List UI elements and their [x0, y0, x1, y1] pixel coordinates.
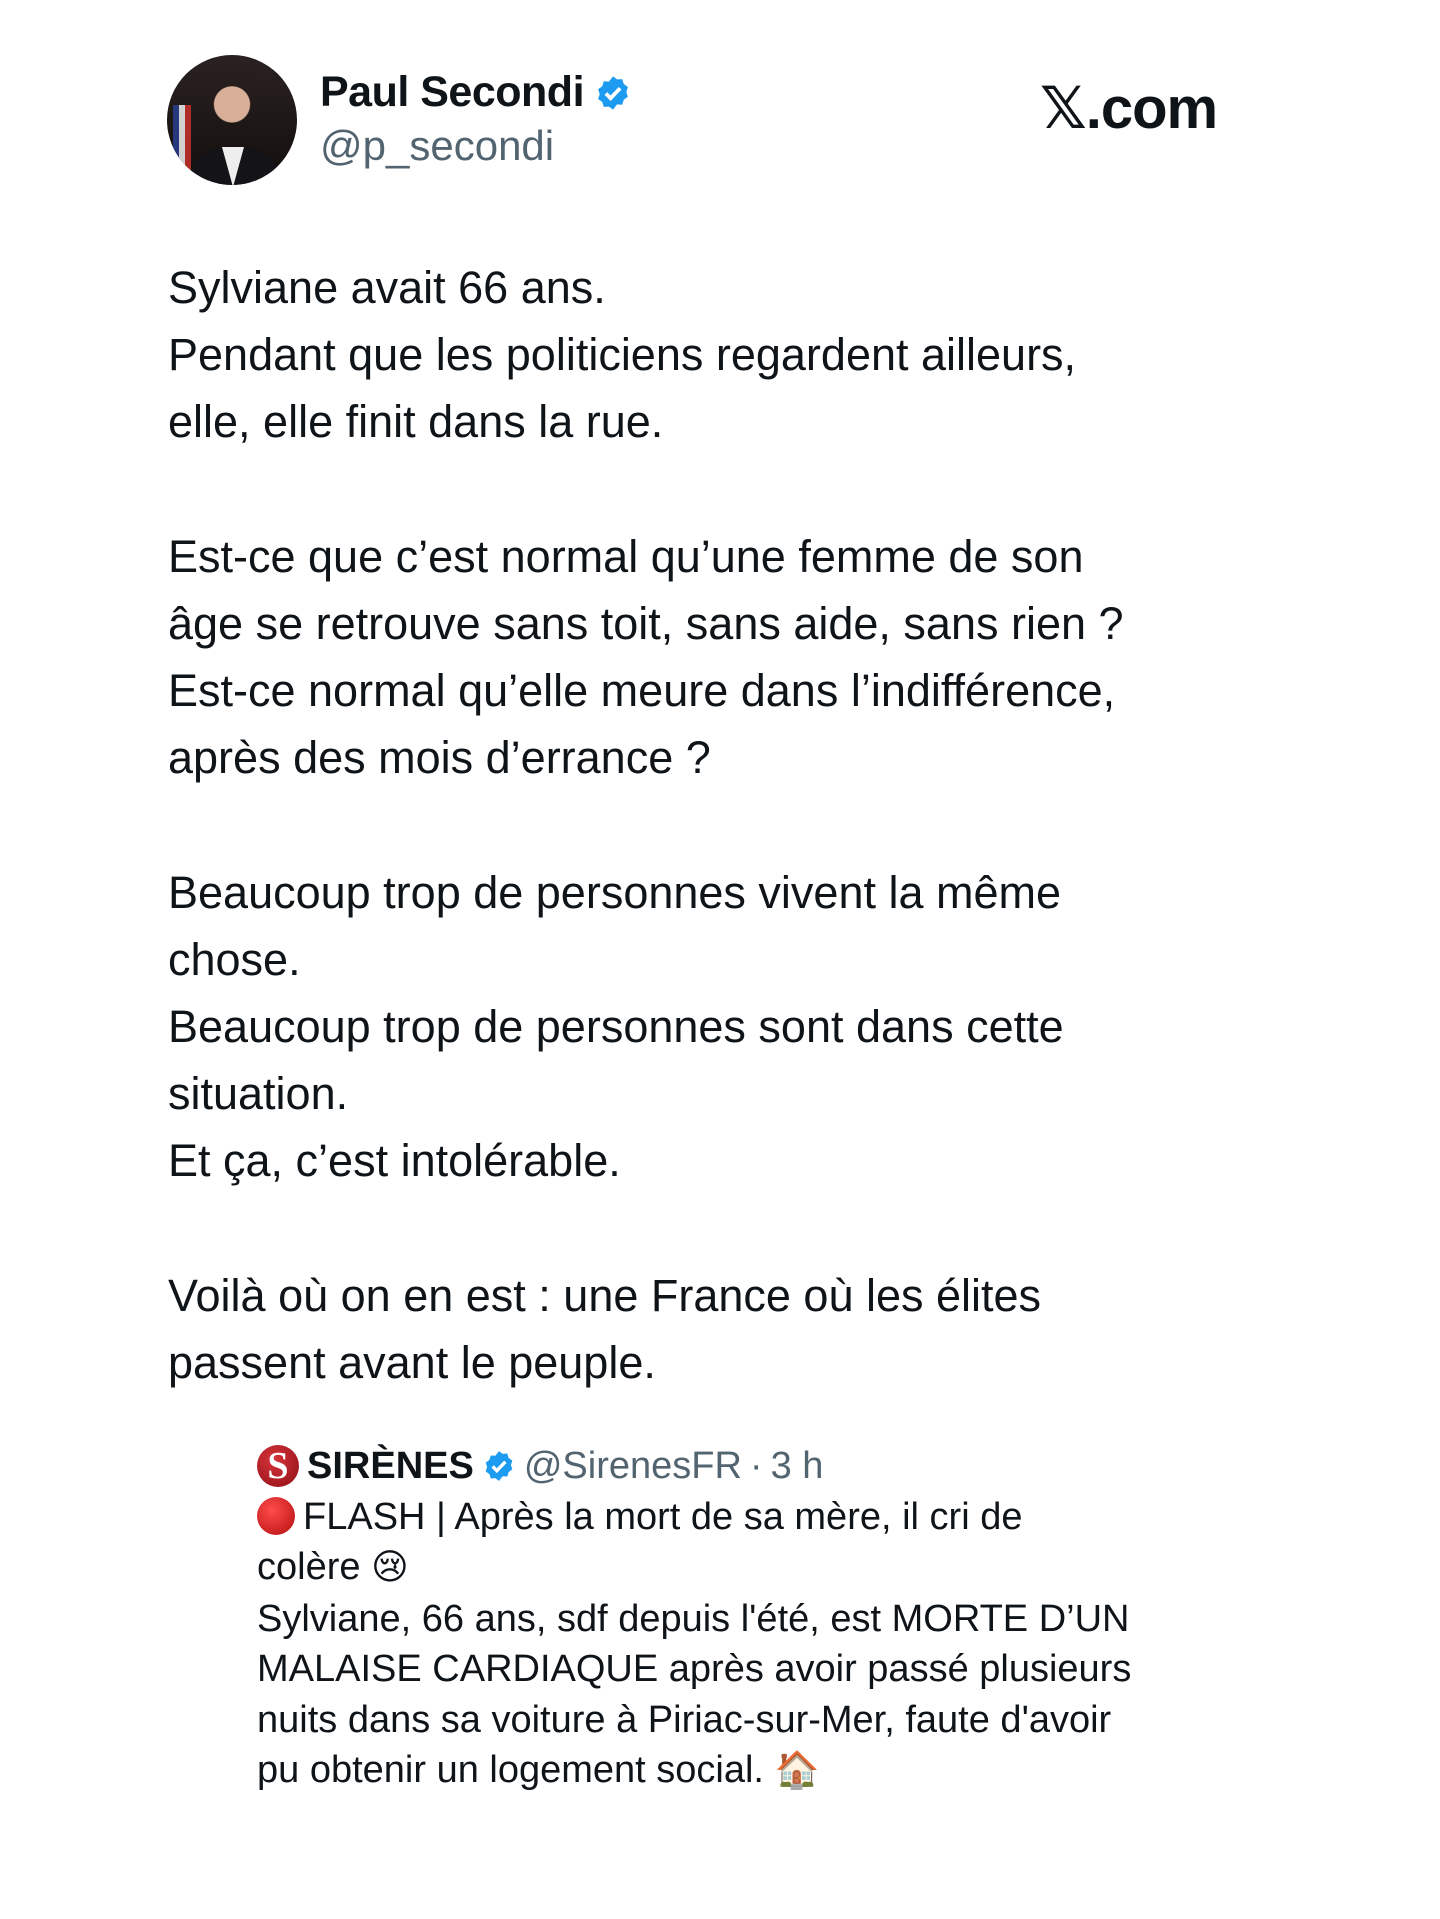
sirenes-logo[interactable]: S	[257, 1445, 299, 1487]
separator: ·	[749, 1444, 763, 1487]
tweet-line: passent avant le peuple.	[168, 1337, 656, 1388]
quoted-handle[interactable]: @SirenesFR	[523, 1444, 742, 1487]
quoted-author-name[interactable]: SIRÈNES	[307, 1444, 474, 1487]
quoted-tweet[interactable]	[257, 1440, 1131, 1796]
verified-badge-icon	[482, 1449, 516, 1483]
flag-decoration	[173, 105, 191, 175]
author-name-row[interactable]	[320, 68, 632, 117]
quoted-header	[257, 1440, 1131, 1492]
quoted-line: nuits dans sa voiture à Piriac-sur-Mer, faute d'avoir	[257, 1698, 1112, 1741]
red-circle-icon	[257, 1497, 295, 1535]
tweet-line: Sylviane avait 66 ans.	[168, 262, 606, 313]
author-name[interactable]: Paul Secondi	[320, 68, 585, 116]
quoted-time[interactable]: 3 h	[770, 1444, 824, 1487]
tweet-line: Est-ce que c’est normal qu’une femme de son	[168, 530, 1084, 582]
crying-face-icon: 😢	[371, 1547, 409, 1589]
quoted-line: colère 😢	[257, 1546, 409, 1589]
tweet-line: Et ça, c’est intolérable.	[168, 1135, 621, 1187]
tweet-line: chose.	[168, 933, 301, 985]
author-avatar[interactable]	[167, 55, 297, 185]
tweet-line: âge se retrouve sans toit, sans aide, sans rien ?	[168, 597, 1124, 649]
tweet-line: situation.	[168, 1068, 349, 1120]
tweet-line: Est-ce normal qu’elle meure dans l’indifférence,	[168, 665, 1116, 717]
author-handle[interactable]: @p_secondi	[320, 122, 555, 169]
tweet-line: Pendant que les politiciens regardent ailleurs,	[168, 329, 1077, 381]
tweet-line: Voilà où on en est : une France où les élites	[168, 1269, 1042, 1321]
house-icon: 🏠	[774, 1750, 820, 1792]
tweet-line: après des mois d’errance ?	[168, 732, 711, 784]
x-logo: 𝕏.com	[1040, 76, 1218, 141]
quoted-line: MALAISE CARDIAQUE après avoir passé plusieurs	[257, 1648, 1132, 1691]
tweet-line	[168, 1195, 1124, 1262]
verified-badge-icon	[594, 74, 632, 112]
tweet-line: Beaucoup trop de personnes vivent la même	[168, 866, 1062, 918]
tweet-line	[168, 456, 1124, 523]
quoted-line: FLASH | Après la mort de sa mère, il cri de	[257, 1492, 1131, 1542]
tweet-line: elle, elle finit dans la rue.	[168, 396, 664, 448]
tweet-line	[168, 792, 1124, 859]
quoted-line: Sylviane, 66 ans, sdf depuis l'été, est MORTE D’UN	[257, 1597, 1130, 1640]
tweet-text	[168, 254, 1124, 1396]
tweet-line: Beaucoup trop de personnes sont dans cette	[168, 1001, 1064, 1053]
quoted-line: pu obtenir un logement social. 🏠	[257, 1749, 820, 1792]
